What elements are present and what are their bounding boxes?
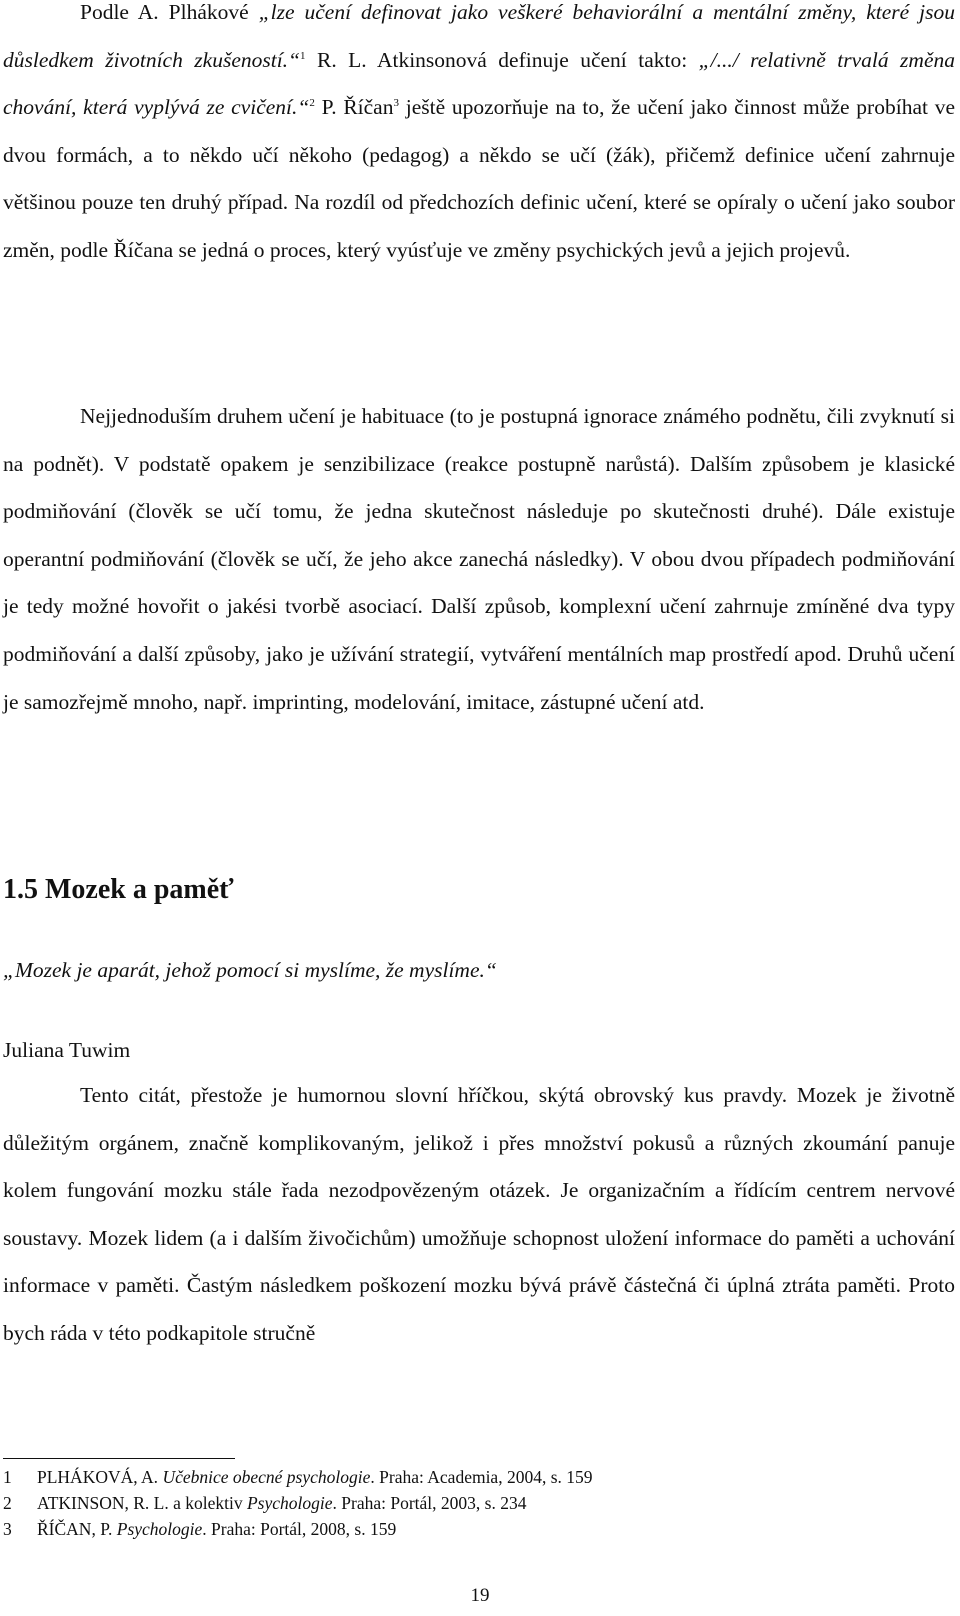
paragraph-learning-types: Nejjednoduším druhem učení je habituace (to je postupná ignorace známého podnětu, čili zvyknutí si na podnět). V podstatě opakem je senzibilizace (reakce postupně narůstá). Dalším způsobem je klasické podmiňování (člověk se učí tomu, že jedna skutečnost následuje po skutečnosti druhé). Dále existuje operantní podmiňování (člověk se učí, že jeho akce zanechá následky). V obou dvou případech podmiňování je tedy možné hovořit o jakési tvorbě asociací. Další způsob, komplexní učení zahrnuje zmíněné dva typy podmiňování a další způsoby, jako je užívání strategií, vytváření mentálních map prostředí apod. Druhů učení je samozřejmě mnoho, např. imprinting, modelování, imitace, zástupné učení atd. <box>3 404 955 714</box>
footnote-author: ATKINSON, R. L. a kolektiv <box>37 1493 247 1513</box>
footnote-ref-3[interactable]: 3 <box>393 97 399 110</box>
footnote-title: Učebnice obecné psychologie <box>162 1467 371 1487</box>
footnote-title: Psychologie <box>246 1493 333 1513</box>
paragraph-brain: Tento citát, přestože je humornou slovní hříčkou, skýtá obrovský kus pravdy. Mozek je životně důležitým orgánem, značně komplikovaným, jelikož i přes množství pokusů a různých zkoumání panuje kolem fungování mozku stále řada nezodpovězeným otázek. Je organizačním a řídícím centrem nervové soustavy. Mozek lidem (a i dalším živočichům) umožňuje schopnost uložení informace do paměti a uchování informace v paměti. Častým následkem poškození mozku bývá právě částečná či úplná ztráta paměti. Proto bych ráda v této podkapitole stručně <box>3 1083 955 1345</box>
footnote-publisher: . Praha: Academia, 2004, s. 159 <box>370 1467 593 1487</box>
footnote-ref-1[interactable]: 1 <box>300 49 306 62</box>
rican-name: P. Říčan <box>314 95 394 120</box>
footnote-author: ŘÍČAN, P. <box>37 1519 117 1539</box>
page-number: 19 <box>470 1585 490 1606</box>
footnote-title: Psychologie <box>116 1519 203 1539</box>
footnote-number: 3 <box>3 1519 12 1539</box>
footnote-separator <box>3 1458 235 1459</box>
footnote-publisher: . Praha: Portál, 2008, s. 159 <box>202 1519 397 1539</box>
footnote-number: 1 <box>3 1467 12 1487</box>
footnote-ref-2[interactable]: 2 <box>309 97 315 110</box>
footnote-number: 2 <box>3 1493 12 1513</box>
atkinson-intro: R. L. Atkinsonová definuje učení takto: <box>305 47 699 72</box>
footnote-2 <box>3 1490 943 1516</box>
footnote-3 <box>3 1516 943 1542</box>
paragraph-intro: Podle A. Plhákové <box>80 0 249 24</box>
footnote-publisher: . Praha: Portál, 2003, s. 234 <box>332 1493 527 1513</box>
epigraph-quote: „Mozek je aparát, jehož pomocí si myslíme, že myslíme.“ <box>3 958 497 982</box>
section-heading: 1.5 Mozek a paměť <box>3 874 234 905</box>
plhakova-quote: „lze učení definovat jako veškeré behaviorální a mentální změny, které jsou důsledkem životních zkušeností.“ <box>3 0 956 72</box>
epigraph-author: Juliana Tuwim <box>3 1038 131 1062</box>
footnote-author: PLHÁKOVÁ, A. <box>37 1467 163 1487</box>
footnotes <box>3 1464 943 1542</box>
atkinson-quote: „/.../ relativně trvalá změna chování, která vyplývá ze cvičení.“ <box>3 47 955 120</box>
footnote-1 <box>3 1464 943 1490</box>
paragraph-learning-definitions <box>3 0 955 275</box>
paragraph-rest: ještě upozorňuje na to, že učení jako činnost může probíhat ve dvou formách, a to někdo učí někoho (pedagog) a někdo se učí (žák), přičemž definice učení zahrnuje většinou pouze ten druhý případ. Na rozdíl od předchozích definic učení, které se opíraly o učení jako soubor změn, podle Říčana se jedná o proces, který vyúsťuje ve změny psychických jevů a jejich projevů. <box>3 95 956 262</box>
